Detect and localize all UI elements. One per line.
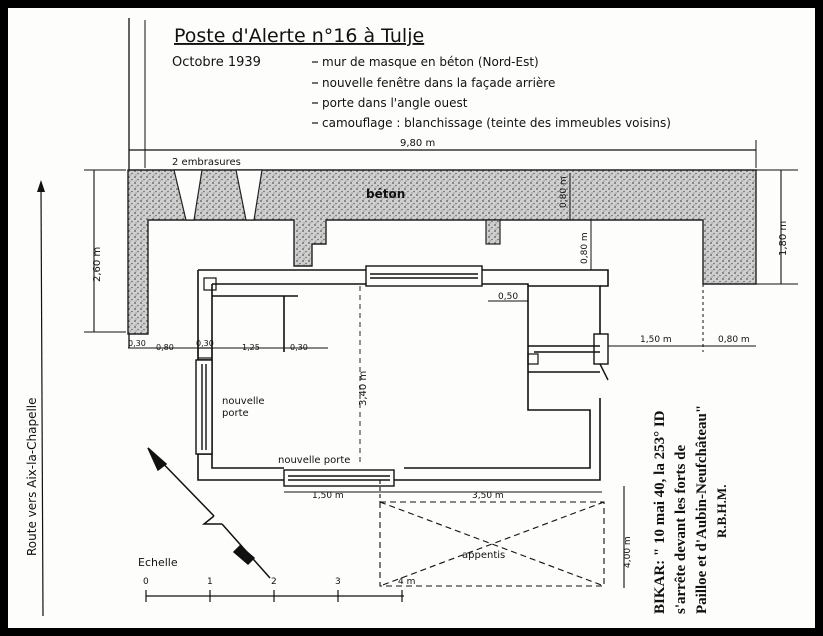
route-arrow-icon [37,180,45,192]
modification-1: mur de masque en béton (Nord-Est) [322,55,539,69]
total-width-label: 9,80 m [400,138,436,149]
reference-line-route [41,188,43,616]
height-left-label: 2,60 m [92,246,103,282]
concrete-mask-wall [128,170,756,334]
note-line-1: BIKAR: " 10 mai 40, la 253° ID [652,410,668,614]
right-150-label: 1,50 m [640,335,672,345]
modification-3: porte dans l'angle ouest [322,96,468,110]
bottom-dim-5: 0,30 [290,343,308,352]
floor-plan [8,8,815,628]
height-right-label: 1,80 m [778,220,789,256]
modification-4: camouflage : blanchissage (teinte des immeubles voisins) [322,116,671,130]
wall-notch [486,220,500,244]
new-door-side-label-1: nouvelle [222,396,265,407]
modification-2: nouvelle fenêtre dans la façade arrière [322,76,556,90]
appentis-outline [380,502,604,586]
plan-title: Poste d'Alerte n°16 à Tulje [174,25,425,47]
appentis-label: appentis [462,550,506,561]
drawing-sheet [8,8,815,628]
modification-bullets [312,62,318,123]
date-label: Octobre 1939 [172,55,261,70]
bottom-dim-3: 0,30 [196,339,214,348]
new-door-side [196,360,212,454]
right-080-label: 0,80 m [718,335,750,345]
scale-tick-1: 1 [207,577,213,587]
handwritten-note [652,405,729,614]
building-walls [198,270,608,480]
note-line-4: R.B.H.M. [714,484,729,538]
appentis-width-2: 3,50 m [472,491,504,501]
left-door-marker [198,348,212,358]
top-small-b-label: 0,80 m [580,232,590,264]
appentis-height-label: 4,00 m [623,536,633,568]
new-door-side-label-2: porte [222,408,249,419]
scale-tick-3: 3 [335,577,341,587]
scale-tick-0: 0 [143,577,149,587]
note-line-2: s'arrête devant les forts de [673,444,689,614]
top-small-a-label: 0,80 m [559,176,569,208]
scale-tick-2: 2 [271,577,277,587]
note-line-3: Pailloe et d'Aubin-Neufchâteau" [694,404,710,614]
new-door-bottom [284,470,394,486]
beton-label: béton [366,187,406,201]
right-door-detail [594,334,608,380]
new-window-top [366,266,482,286]
scale-tick-4: 4 m [398,577,416,587]
embrasures-label: 2 embrasures [172,157,241,168]
room-height-label: 3,40 m [358,370,369,406]
bottom-dim-1: 0,30 [128,339,146,348]
scale-bar [146,590,404,602]
small-box-right [528,354,538,364]
bottom-dim-2: 0,80 [156,343,174,352]
offset-050-label: 0,50 [498,292,519,302]
new-door-bottom-label: nouvelle porte [278,455,351,466]
bottom-dim-4: 1,25 [242,343,260,352]
scale-title: Echelle [138,556,178,569]
route-label: Route vers Aix-la-Chapelle [25,397,39,556]
appentis-width-1: 1,50 m [312,491,344,501]
